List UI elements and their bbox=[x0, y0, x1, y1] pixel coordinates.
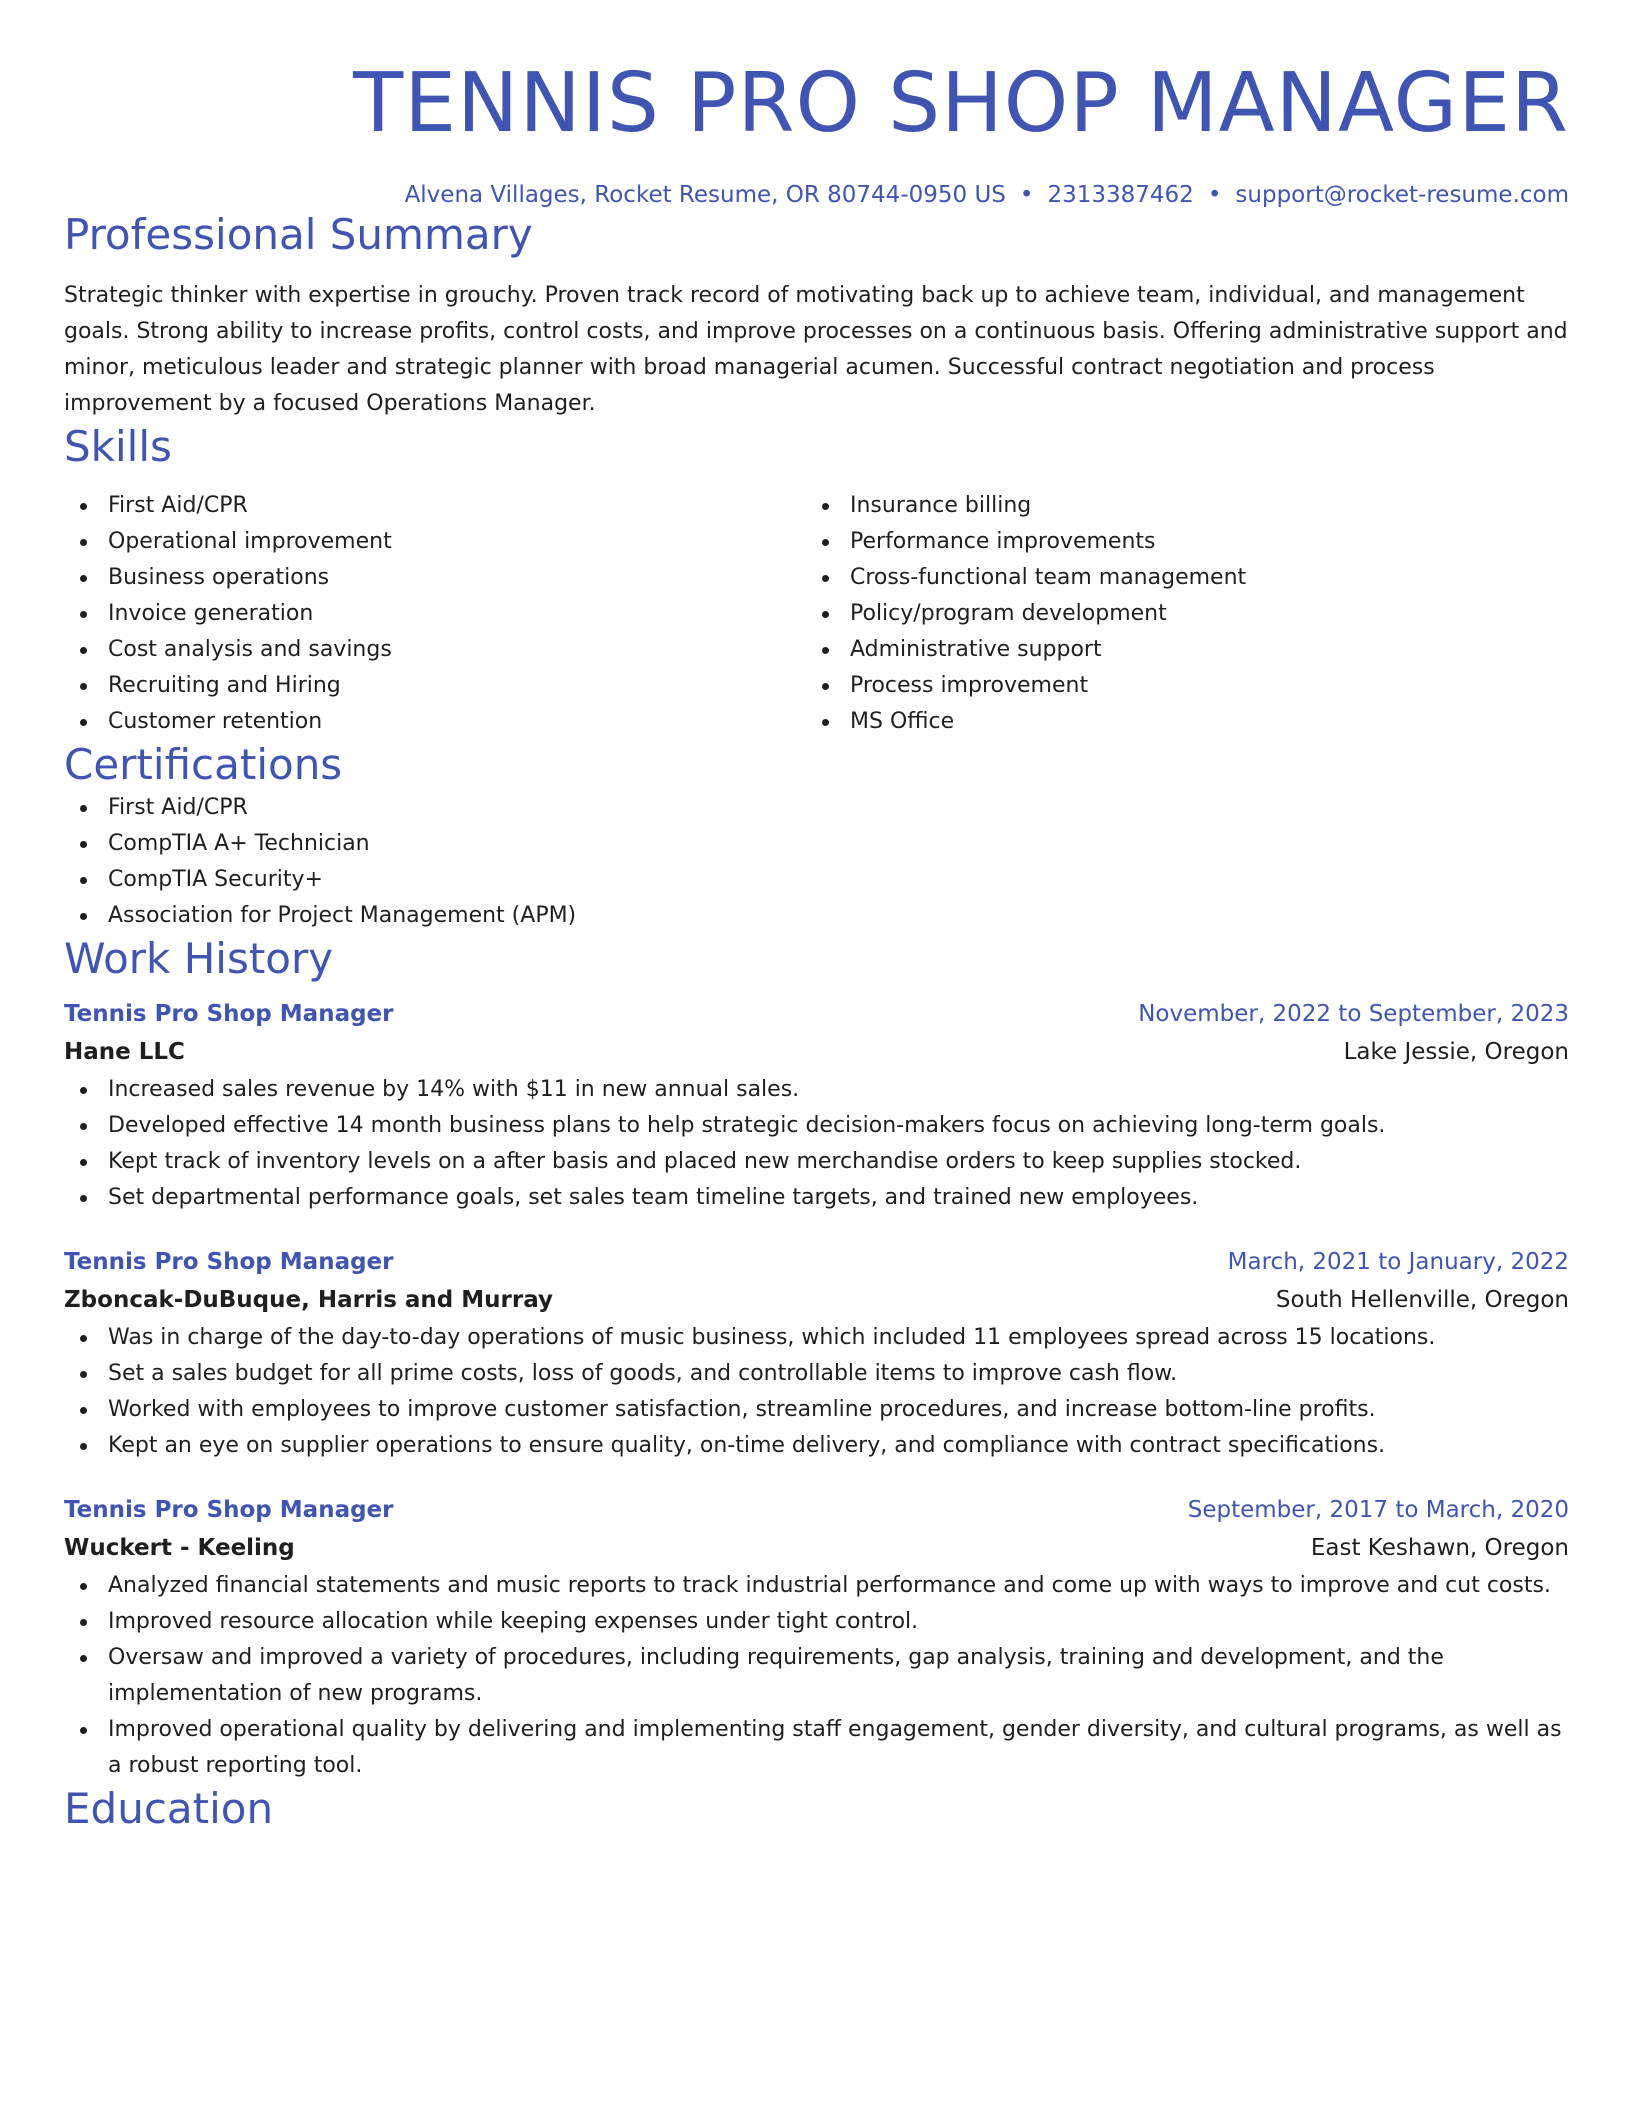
job-company-row bbox=[64, 1032, 1569, 1072]
job-title-row bbox=[64, 1244, 1569, 1280]
job-title: Tennis Pro Shop Manager bbox=[64, 1001, 394, 1027]
job-title-row bbox=[64, 996, 1569, 1032]
contact-email[interactable]: support@rocket-resume.com bbox=[1235, 182, 1569, 208]
skill-item: Invoice generation bbox=[64, 596, 806, 632]
skills-list-right bbox=[806, 488, 1548, 740]
job-bullet: Improved operational quality by delivering and implementing staff engagement, gender diversity, and cultural programs, as well as a robust reporting tool. bbox=[64, 1712, 1569, 1784]
job-bullet: Set a sales budget for all prime costs, loss of goods, and controllable items to improve cash flow. bbox=[64, 1356, 1569, 1392]
certification-item: First Aid/CPR bbox=[64, 790, 1569, 826]
job-company: Wuckert - Keeling bbox=[64, 1535, 295, 1561]
job-location: Lake Jessie, Oregon bbox=[1343, 1039, 1569, 1065]
skill-item: Cost analysis and savings bbox=[64, 632, 806, 668]
job-bullet: Kept track of inventory levels on a after basis and placed new merchandise orders to keep supplies stocked. bbox=[64, 1144, 1569, 1180]
contact-separator: • bbox=[1019, 182, 1034, 208]
job-bullet: Was in charge of the day-to-day operations of music business, which included 11 employees spread across 15 locations. bbox=[64, 1320, 1569, 1356]
summary-text: Strategic thinker with expertise in grouchy. Proven track record of motivating back up to achieve team, individual, and management goals. Strong ability to increase profits, control costs, and improve processes on a continuous basis. Offering administrative support and minor, meticulous leader and strategic planner with broad managerial acumen. Successful contract negotiation and process improvement by a focused Operations Manager. bbox=[64, 283, 1568, 416]
job-company: Hane LLC bbox=[64, 1039, 185, 1065]
skills-grid bbox=[64, 488, 1569, 740]
job-entry bbox=[64, 996, 1569, 1216]
job-entry bbox=[64, 1492, 1569, 1784]
certifications-list bbox=[64, 790, 1569, 934]
contact-line bbox=[64, 180, 1569, 210]
skill-item: Recruiting and Hiring bbox=[64, 668, 806, 704]
job-title: Tennis Pro Shop Manager bbox=[64, 1249, 394, 1275]
job-company: Zboncak-DuBuque, Harris and Murray bbox=[64, 1287, 554, 1313]
skills-heading: Skills bbox=[64, 422, 172, 471]
job-bullet: Analyzed financial statements and music reports to track industrial performance and come up with ways to improve and cut costs. bbox=[64, 1568, 1569, 1604]
skill-item: Operational improvement bbox=[64, 524, 806, 560]
job-bullets bbox=[64, 1568, 1569, 1784]
job-bullet: Kept an eye on supplier operations to ensure quality, on-time delivery, and compliance with contract specifications. bbox=[64, 1428, 1569, 1464]
job-bullets bbox=[64, 1320, 1569, 1464]
job-entry bbox=[64, 1244, 1569, 1464]
skill-item: Policy/program development bbox=[806, 596, 1548, 632]
skills-list-left bbox=[64, 488, 806, 740]
skill-item: Process improvement bbox=[806, 668, 1548, 704]
certifications-heading: Certifications bbox=[64, 740, 343, 789]
job-bullet: Developed effective 14 month business plans to help strategic decision-makers focus on achieving long-term goals. bbox=[64, 1108, 1569, 1144]
certification-item: CompTIA A+ Technician bbox=[64, 826, 1569, 862]
skill-item: Performance improvements bbox=[806, 524, 1548, 560]
job-bullet: Increased sales revenue by 14% with $11 in new annual sales. bbox=[64, 1072, 1569, 1108]
job-location: South Hellenville, Oregon bbox=[1275, 1287, 1569, 1313]
summary-heading: Professional Summary bbox=[64, 210, 533, 259]
contact-phone: 2313387462 bbox=[1047, 182, 1194, 208]
skills-column-left bbox=[64, 488, 806, 740]
contact-separator: • bbox=[1207, 182, 1222, 208]
skill-item: First Aid/CPR bbox=[64, 488, 806, 524]
skill-item: Insurance billing bbox=[806, 488, 1548, 524]
skill-item: Business operations bbox=[64, 560, 806, 596]
job-bullet: Oversaw and improved a variety of procedures, including requirements, gap analysis, training and development, and the implementation of new programs. bbox=[64, 1640, 1569, 1712]
job-dates: September, 2017 to March, 2020 bbox=[1187, 1497, 1569, 1523]
skills-column-right bbox=[806, 488, 1548, 740]
job-bullet: Improved resource allocation while keeping expenses under tight control. bbox=[64, 1604, 1569, 1640]
job-bullet: Set departmental performance goals, set sales team timeline targets, and trained new employees. bbox=[64, 1180, 1569, 1216]
job-company-row bbox=[64, 1528, 1569, 1568]
certification-item: Association for Project Management (APM) bbox=[64, 898, 1569, 934]
skill-item: Administrative support bbox=[806, 632, 1548, 668]
skill-item: Customer retention bbox=[64, 704, 806, 740]
work-history-heading: Work History bbox=[64, 934, 334, 983]
education-heading: Education bbox=[64, 1784, 274, 1833]
job-dates: March, 2021 to January, 2022 bbox=[1227, 1249, 1569, 1275]
job-title: Tennis Pro Shop Manager bbox=[64, 1497, 394, 1523]
job-company-row bbox=[64, 1280, 1569, 1320]
job-location: East Keshawn, Oregon bbox=[1310, 1535, 1569, 1561]
skill-item: Cross-functional team management bbox=[806, 560, 1548, 596]
resume-page bbox=[64, 0, 1569, 1834]
skill-item: MS Office bbox=[806, 704, 1548, 740]
resume-name: TENNIS PRO SHOP MANAGER bbox=[353, 56, 1569, 151]
job-dates: November, 2022 to September, 2023 bbox=[1138, 1001, 1569, 1027]
job-bullet: Worked with employees to improve customer satisfaction, streamline procedures, and increase bottom-line profits. bbox=[64, 1392, 1569, 1428]
job-title-row bbox=[64, 1492, 1569, 1528]
contact-address: Alvena Villages, Rocket Resume, OR 80744-0950 US bbox=[404, 182, 1006, 208]
job-bullets bbox=[64, 1072, 1569, 1216]
certification-item: CompTIA Security+ bbox=[64, 862, 1569, 898]
